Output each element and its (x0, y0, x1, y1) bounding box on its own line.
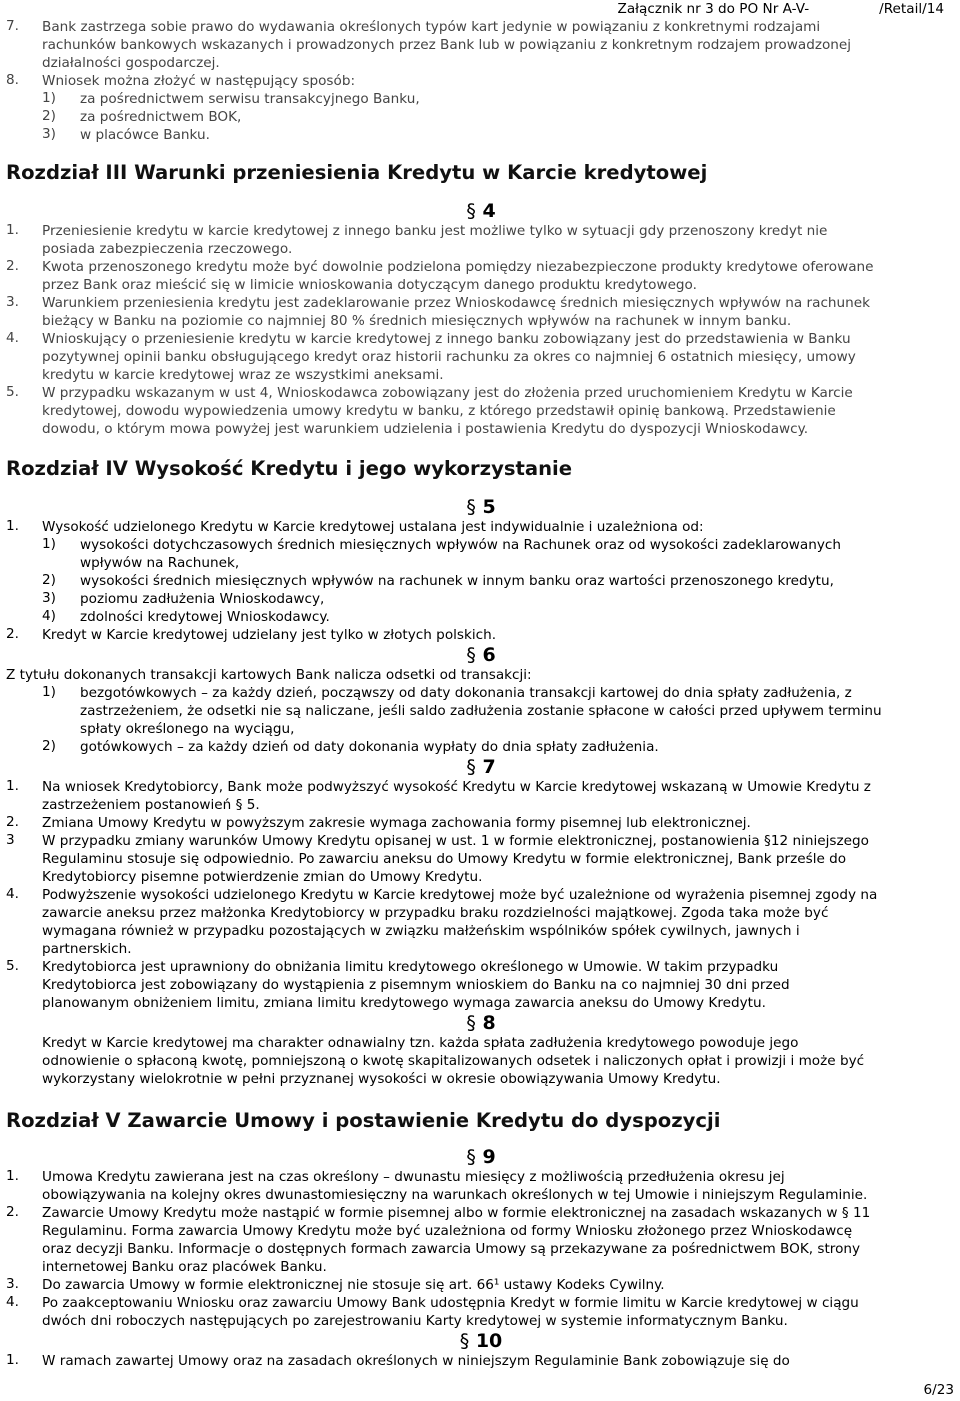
sub-line: zastrzeżeniem, że odsetki nie są naliczane, jeśli saldo zadłużenia zostanie spłacone w całości przed upływem terminu (80, 703, 882, 719)
item-line: Na wniosek Kredytobiorcy, Bank może podwyższyć wysokość Kredytu w Karcie kredytowej wskazaną w Umowie Kredytu z (42, 779, 871, 795)
item-number: 3. (6, 294, 19, 310)
section-symbol: § (459, 1330, 470, 1352)
sub-number: 3) (42, 590, 56, 606)
sub-line: zdolności kredytowej Wnioskodawcy. (80, 609, 330, 625)
sub-item (6, 590, 956, 608)
sub-number: 1) (42, 536, 56, 552)
item-number: 5. (6, 384, 19, 400)
paragraph-number: 8 (482, 1012, 496, 1034)
list-item (6, 832, 956, 886)
item-number: 4. (6, 886, 19, 902)
section-symbol: § (466, 756, 476, 778)
list-item (6, 886, 956, 958)
sub-line: bezgotówkowych – za każdy dzień, począwszy od daty dokonania transakcji kartowej do dnia spłaty zadłużenia, z (80, 685, 852, 701)
item-line: Podwyższenie wysokości udzielonego Kredytu w Karcie kredytowej może być uzależnione od wyrażenia pisemnej zgody na (42, 887, 878, 903)
paragraph-line: odnowienie o spłaconą kwotę, pomniejszoną o kwotę skapitalizowanych odsetek i naliczonych opłat i prowizji i może być (42, 1053, 865, 1069)
paragraph-9-body (6, 1168, 956, 1330)
sub-line: za pośrednictwem BOK, (80, 109, 242, 125)
list-item (6, 1204, 956, 1276)
page-number: 6/23 (923, 1382, 954, 1398)
item-number: 2. (6, 626, 19, 642)
header-annex-label: Załącznik nr 3 do PO Nr A-V- (617, 1, 810, 17)
item-line: W przypadku zmiany warunków Umowy Kredytu opisanej w ust. 1 w formie elektronicznej, postanowienia §12 niniejszego (42, 833, 869, 849)
item-line: Kredyt w Karcie kredytowej udzielany jest tylko w złotych polskich. (42, 627, 497, 643)
item-line: Kwota przenoszonego kredytu może być dowolnie podzielona pomiędzy niezabezpieczone produkty kredytowe oferowane (42, 259, 874, 275)
item-line: Zmiana Umowy Kredytu w powyższym zakresie wymaga zachowania formy pisemnej lub elektronicznej. (42, 815, 751, 831)
section-symbol: § (466, 496, 476, 518)
sub-number: 3) (42, 126, 56, 142)
item-number: 2. (6, 814, 19, 830)
item-line: obowiązywania na kolejny okres dwunastomiesięczny na warunkach określonych w tej Umowie i niniejszym Regulaminie. (42, 1187, 868, 1203)
item-line: oraz decyzji Banku. Informacje o dostępnych formach zawarcia Umowy są przekazywane za pośrednictwem BOK, strony (42, 1241, 861, 1257)
top-section (6, 18, 956, 144)
item-number: 4. (6, 1294, 19, 1310)
item-number: 1. (6, 778, 19, 794)
paragraph-number: 5 (482, 496, 496, 518)
paragraph-number: 9 (482, 1146, 496, 1168)
paragraph-5-body (6, 518, 956, 644)
sub-item (6, 572, 956, 590)
item-line: Kredytobiorcy pisemne potwierdzenie zmian do Umowy Kredytu. (42, 869, 483, 885)
sub-line: poziomu zadłużenia Wnioskodawcy, (80, 591, 325, 607)
sub-item (6, 684, 956, 738)
list-item (6, 330, 956, 384)
item-line: partnerskich. (42, 941, 132, 957)
sub-number: 2) (42, 108, 56, 124)
paragraph-6-heading (6, 644, 956, 666)
item-line: Wniosek można złożyć w następujący sposób: (42, 73, 356, 89)
item-line: Do zawarcia Umowy w formie elektronicznej nie stosuje się art. 66¹ ustawy Kodeks Cywilny. (42, 1277, 665, 1293)
paragraph-5-heading (6, 496, 956, 518)
sub-item (6, 738, 956, 756)
sub-line: wpływów na Rachunek, (80, 555, 240, 571)
item-line: dwóch dni roboczych następujących po zarejestrowaniu Karty kredytowej w systemie informatycznym Banku. (42, 1313, 788, 1329)
sub-number: 2) (42, 572, 56, 588)
chapter-4-title: Rozdział IV Wysokość Kredytu i jego wykorzystanie (6, 457, 573, 480)
item-line: kredytowej, dowodu wypowiedzenia umowy kredytu w banku, z którego przedstawił opinię bankową. Przedstawienie (42, 403, 836, 419)
section-symbol: § (466, 200, 476, 222)
sub-item (6, 608, 956, 626)
item-line: internetowej Banku oraz placówek Banku. (42, 1259, 327, 1275)
item-number: 5. (6, 958, 19, 974)
paragraph-number: 7 (482, 756, 496, 778)
paragraph-8-heading (6, 1012, 956, 1034)
list-item (6, 518, 956, 536)
sub-number: 2) (42, 738, 56, 754)
list-item (6, 18, 956, 72)
paragraph-8-body (6, 1034, 956, 1088)
list-item (6, 958, 956, 1012)
list-item (6, 384, 956, 438)
section-symbol: § (466, 1012, 476, 1034)
item-line: Po zaakceptowaniu Wniosku oraz zawarciu Umowy Bank udostępnia Kredyt w formie limitu w Karcie kredytowej w ciągu (42, 1295, 859, 1311)
item-line: bieżący w Banku na poziomie co najmniej 80 % średnich miesięcznych wpływów na rachunek w innym banku. (42, 313, 792, 329)
sub-number: 1) (42, 90, 56, 106)
item-line: zastrzeżeniem postanowień § 5. (42, 797, 260, 813)
item-number: 1. (6, 1168, 19, 1184)
paragraph-intro: Z tytułu dokonanych transakcji kartowych Bank nalicza odsetki od transakcji: (6, 667, 532, 683)
paragraph-number: 6 (482, 644, 496, 666)
item-line: Umowa Kredytu zawierana jest na czas określony – dwunastu miesięcy z możliwością przedłużenia okresu jej (42, 1169, 785, 1185)
sub-line: gotówkowych – za każdy dzień od daty dokonania wypłaty do dnia spłaty zadłużenia. (80, 739, 659, 755)
section-symbol: § (466, 1146, 476, 1168)
item-line: Bank zastrzega sobie prawo do wydawania określonych typów kart jedynie w powiązaniu z konkretnymi rodzajami (42, 19, 821, 35)
item-number: 3. (6, 1276, 19, 1292)
list-item (6, 294, 956, 330)
item-line: Przeniesienie kredytu w karcie kredytowej z innego banku jest możliwe tylko w sytuacji gdy przenoszony kredyt nie (42, 223, 828, 239)
item-line: kredytu w karcie kredytowej wraz ze wszystkimi aneksami. (42, 367, 444, 383)
item-number: 2. (6, 1204, 19, 1220)
header-annex-suffix: /Retail/14 (879, 1, 944, 17)
sub-item (6, 90, 956, 108)
item-number: 1. (6, 222, 19, 238)
sub-item (6, 126, 956, 144)
list-item (6, 72, 956, 90)
paragraph-6-body (6, 666, 956, 756)
item-line: zawarcie aneksu przez małżonka Kredytobiorcy w przypadku braku rozdzielności majątkowej. Zgoda taka może być (42, 905, 829, 921)
item-line: pozytywnej opinii banku obsługującego kredyt oraz historii rachunku za okres co najmniej 6 ostatnich miesięcy, umowy (42, 349, 856, 365)
list-item (6, 778, 956, 814)
item-number: 1. (6, 1352, 19, 1368)
item-number: 2. (6, 258, 19, 274)
list-item (6, 1294, 956, 1330)
item-line: działalności gospodarczej. (42, 55, 220, 71)
paragraph-7-body (6, 778, 956, 1012)
paragraph-7-heading (6, 756, 956, 778)
item-line: dowodu, o którym mowa powyżej jest warunkiem udzielenia i postawienia Kredytu do dyspozycji Wnioskodawcy. (42, 421, 809, 437)
item-number: 4. (6, 330, 19, 346)
item-line: planowanym obniżeniem limitu, zmiana limitu kredytowego wymaga zawarcia aneksu do Umowy Kredytu. (42, 995, 766, 1011)
item-line: Zawarcie Umowy Kredytu może nastąpić w formie pisemnej albo w formie elektronicznej na zasadach wskazanych w § 11 (42, 1205, 871, 1221)
chapter-3-items (6, 222, 956, 438)
item-line: rachunków bankowych wskazanych i prowadzonych przez Bank lub w powiązaniu z konkretnym rodzajem prowadzonej (42, 37, 852, 53)
paragraph-line: wykorzystany wielokrotnie w pełni przyznanej wysokości w okresie obowiązywania Umowy Kredytu. (42, 1071, 721, 1087)
list-item (6, 626, 956, 644)
chapter-5-title: Rozdział V Zawarcie Umowy i postawienie Kredytu do dyspozycji (6, 1109, 721, 1132)
document-body (6, 0, 956, 1370)
item-number: 7. (6, 18, 19, 34)
list-item (6, 1352, 956, 1370)
item-line: W ramach zawartej Umowy oraz na zasadach określonych w niniejszym Regulaminie Bank zobowiązuje się do (42, 1353, 790, 1369)
sub-number: 4) (42, 608, 56, 624)
sub-item (6, 536, 956, 572)
paragraph-9-heading (6, 1146, 956, 1168)
sub-line: wysokości dotychczasowych średnich miesięcznych wpływów na Rachunek oraz od wysokości zadeklarowanych (80, 537, 841, 553)
paragraph-number: 4 (482, 200, 496, 222)
item-number: 3 (6, 832, 15, 848)
sub-item (6, 108, 956, 126)
list-item (6, 258, 956, 294)
paragraph-10-heading (6, 1330, 956, 1352)
item-number: 8. (6, 72, 19, 88)
paragraph-line: Kredyt w Karcie kredytowej ma charakter odnawialny tzn. każda spłata zadłużenia kredytowego powoduje jego (42, 1035, 799, 1051)
list-item (6, 814, 956, 832)
sub-line: spłaty określonego na wyciągu, (80, 721, 295, 737)
sub-line: za pośrednictwem serwisu transakcyjnego Banku, (80, 91, 420, 107)
item-line: Warunkiem przeniesienia kredytu jest zadeklarowanie przez Wnioskodawcę średnich miesięcznych wpływów na rachunek (42, 295, 871, 311)
item-line: Kredytobiorca jest zobowiązany do wystąpienia z pisemnym wnioskiem do Banku na co najmniej 30 dni przed (42, 977, 790, 993)
item-line: Regulaminu. Forma zawarcia Umowy Kredytu może być uzależniona od formy Wniosku złożonego przez Wnioskodawcę (42, 1223, 853, 1239)
item-line: Kredytobiorca jest uprawniony do obniżania limitu kredytowego określonego w Umowie. W takim przypadku (42, 959, 779, 975)
item-number: 1. (6, 518, 19, 534)
item-line: posiada zabezpieczenia rzeczowego. (42, 241, 293, 257)
item-line: W przypadku wskazanym w ust 4, Wnioskodawca zobowiązany jest do złożenia przed uruchomieniem Kredytu w Karcie (42, 385, 853, 401)
item-line: wymagana również w przypadku pozostających w związku małżeńskim wspólników spółek cywilnych, jawnych i (42, 923, 800, 939)
sub-line: wysokości średnich miesięcznych wpływów na rachunek w innym banku oraz wartości przenoszonego kredytu, (80, 573, 834, 589)
paragraph-4-heading (6, 200, 956, 222)
item-line: Regulaminu stosuje się odpowiednio. Po zawarciu aneksu do Umowy Kredytu w formie elektronicznej, Bank prześle do (42, 851, 847, 867)
list-item (6, 1276, 956, 1294)
sub-line: w placówce Banku. (80, 127, 210, 143)
item-line: Wnioskujący o przeniesienie kredytu w karcie kredytowej z innego banku zobowiązany jest do przedstawienia w Banku (42, 331, 851, 347)
paragraph-number: 10 (475, 1330, 503, 1352)
sub-number: 1) (42, 684, 56, 700)
chapter-3-title: Rozdział III Warunki przeniesienia Kredytu w Karcie kredytowej (6, 161, 708, 184)
item-line: przez Bank oraz mieścić się w limicie wnioskowania dotyczącym danego produktu kredytowego. (42, 277, 697, 293)
item-line: Wysokość udzielonego Kredytu w Karcie kredytowej ustalana jest indywidualnie i uzależniona od: (42, 519, 704, 535)
section-symbol: § (466, 644, 476, 666)
list-item (6, 1168, 956, 1204)
list-item (6, 222, 956, 258)
